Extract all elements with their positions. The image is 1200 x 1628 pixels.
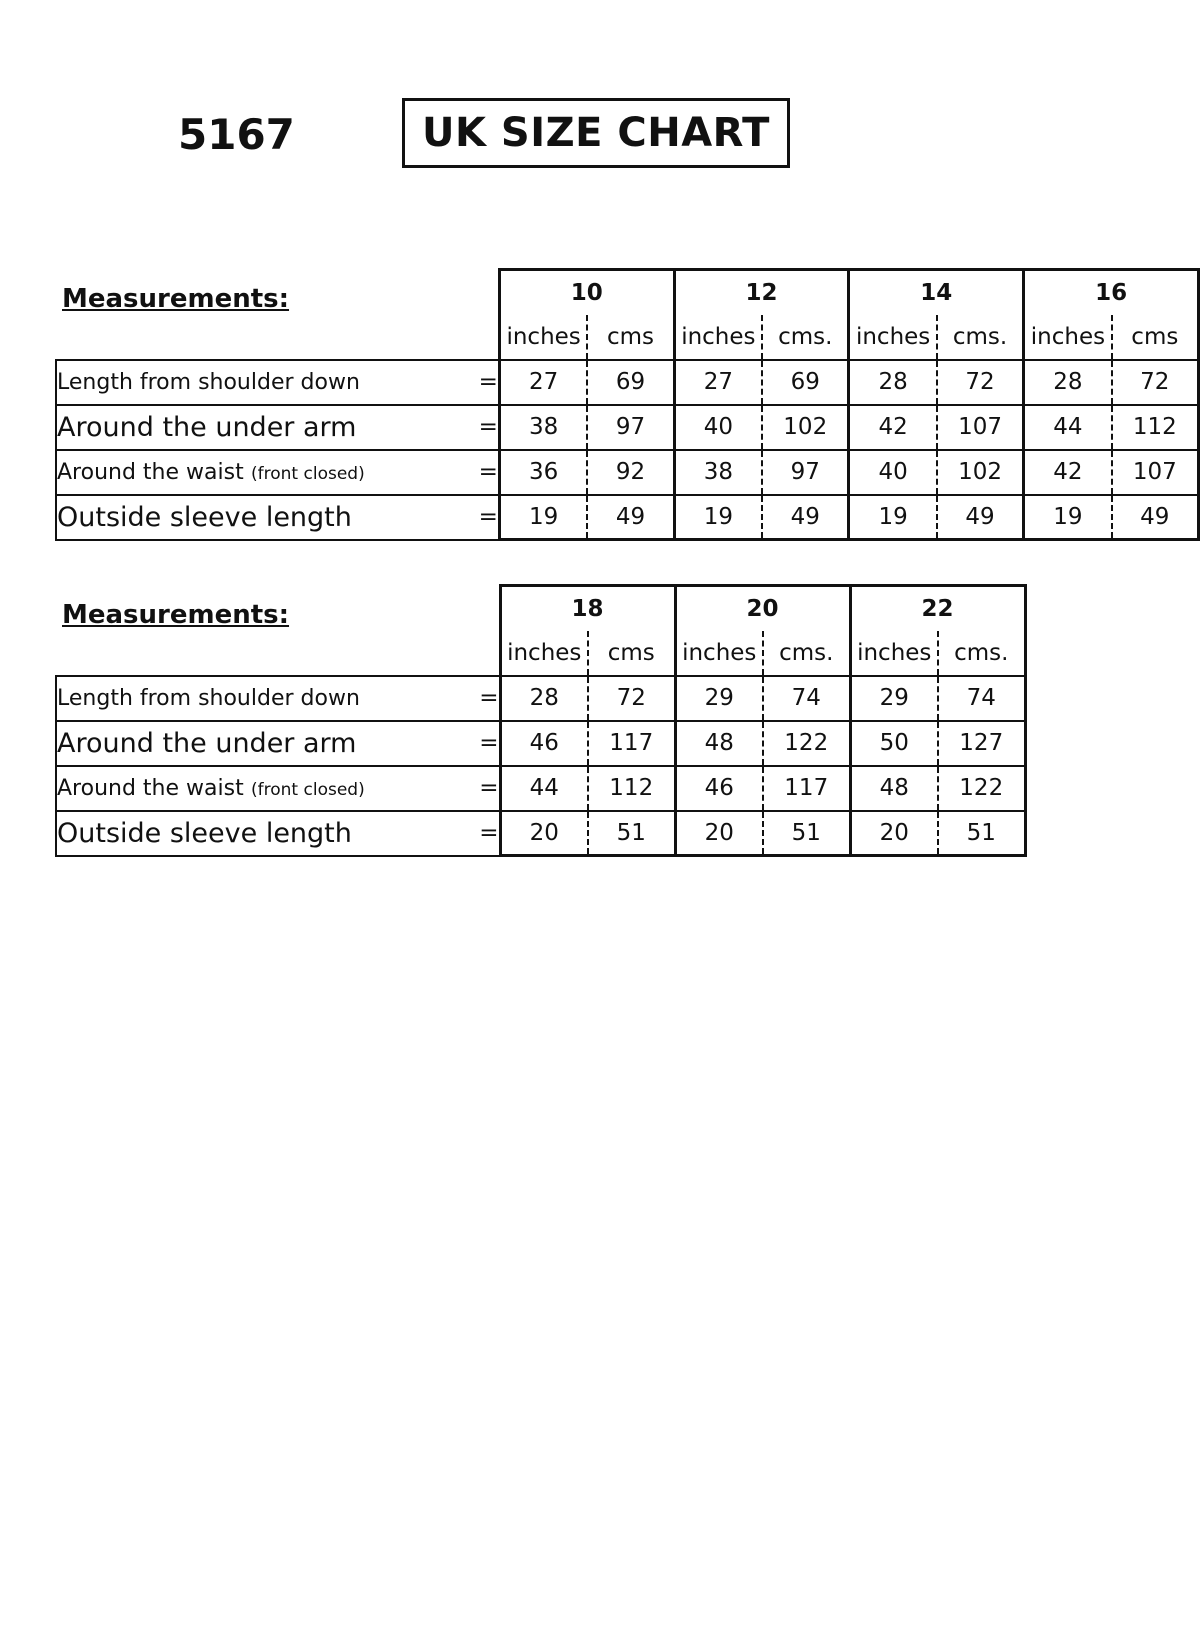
row-label-underarm xyxy=(56,405,440,450)
row-label-text: Outside sleeve length xyxy=(57,817,352,849)
unit-cms: cms. xyxy=(762,315,849,360)
size-heading: 14 xyxy=(849,270,1024,315)
value-cms: 72 xyxy=(1112,360,1199,405)
table-row-sleeve xyxy=(56,495,1199,540)
value-cms: 72 xyxy=(937,360,1024,405)
size-header-row xyxy=(56,586,1025,631)
row-label-text: Around the waist xyxy=(57,776,244,801)
table-row-underarm xyxy=(56,721,1025,766)
table-row-sleeve xyxy=(56,811,1025,856)
value-inches: 28 xyxy=(849,360,937,405)
value-inches: 38 xyxy=(674,450,762,495)
blank-cell xyxy=(440,315,500,360)
row-label-text: Length from shoulder down xyxy=(57,370,360,395)
row-label-text: Outside sleeve length xyxy=(57,501,352,533)
row-label-note: (front closed) xyxy=(251,780,365,800)
product-code: 5167 xyxy=(178,110,295,159)
value-cms: 122 xyxy=(938,766,1025,811)
blank-cell xyxy=(56,315,440,360)
blank-cell xyxy=(440,631,500,676)
value-inches: 29 xyxy=(675,676,763,721)
size-heading: 10 xyxy=(499,270,674,315)
blank-cell xyxy=(440,270,500,315)
value-inches: 42 xyxy=(1024,450,1112,495)
unit-cms: cms xyxy=(587,315,674,360)
row-label-text: Around the under arm xyxy=(57,411,357,443)
value-cms: 102 xyxy=(762,405,849,450)
equals-sign: = xyxy=(440,721,500,766)
value-cms: 72 xyxy=(588,676,675,721)
equals-sign: = xyxy=(440,811,500,856)
value-inches: 28 xyxy=(500,676,588,721)
unit-cms: cms. xyxy=(763,631,850,676)
value-inches: 40 xyxy=(849,450,937,495)
value-inches: 40 xyxy=(674,405,762,450)
value-cms: 92 xyxy=(587,450,674,495)
equals-sign: = xyxy=(440,360,500,405)
table-row-waist xyxy=(56,766,1025,811)
value-inches: 27 xyxy=(674,360,762,405)
value-inches: 36 xyxy=(499,450,587,495)
row-label-note: (front closed) xyxy=(251,464,365,484)
size-heading: 20 xyxy=(675,586,850,631)
value-cms: 112 xyxy=(1112,405,1199,450)
unit-header-row xyxy=(56,315,1199,360)
value-inches: 50 xyxy=(850,721,938,766)
unit-inches: inches xyxy=(675,631,763,676)
value-inches: 29 xyxy=(850,676,938,721)
blank-cell xyxy=(440,586,500,631)
size-table-2 xyxy=(55,584,1027,857)
equals-sign: = xyxy=(440,405,500,450)
value-inches: 27 xyxy=(499,360,587,405)
value-cms: 117 xyxy=(763,766,850,811)
blank-cell xyxy=(56,270,440,315)
table-row-waist xyxy=(56,450,1199,495)
unit-cms: cms. xyxy=(937,315,1024,360)
value-inches: 20 xyxy=(500,811,588,856)
size-heading: 18 xyxy=(500,586,675,631)
row-label-length xyxy=(56,360,440,405)
chart-title: UK SIZE CHART xyxy=(422,110,770,156)
measurements-label-1: Measurements: xyxy=(62,284,290,314)
size-heading: 22 xyxy=(850,586,1025,631)
value-cms: 107 xyxy=(937,405,1024,450)
value-inches: 28 xyxy=(1024,360,1112,405)
unit-cms: cms xyxy=(588,631,675,676)
unit-inches: inches xyxy=(1024,315,1112,360)
blank-cell xyxy=(56,631,440,676)
value-inches: 19 xyxy=(849,495,937,540)
table-row-length xyxy=(56,676,1025,721)
value-inches: 42 xyxy=(849,405,937,450)
value-inches: 38 xyxy=(499,405,587,450)
equals-sign: = xyxy=(440,495,500,540)
row-label-text: Around the waist xyxy=(57,460,244,485)
row-label-waist xyxy=(56,450,440,495)
value-cms: 127 xyxy=(938,721,1025,766)
unit-inches: inches xyxy=(850,631,938,676)
row-label-length xyxy=(56,676,440,721)
value-cms: 117 xyxy=(588,721,675,766)
row-label-text: Around the under arm xyxy=(57,727,357,759)
value-cms: 122 xyxy=(763,721,850,766)
value-cms: 51 xyxy=(588,811,675,856)
table-row-underarm xyxy=(56,405,1199,450)
value-cms: 49 xyxy=(762,495,849,540)
value-cms: 51 xyxy=(763,811,850,856)
value-cms: 74 xyxy=(938,676,1025,721)
equals-sign: = xyxy=(440,676,500,721)
equals-sign: = xyxy=(440,766,500,811)
value-inches: 44 xyxy=(500,766,588,811)
value-cms: 49 xyxy=(1112,495,1199,540)
value-cms: 49 xyxy=(587,495,674,540)
value-inches: 46 xyxy=(675,766,763,811)
value-cms: 51 xyxy=(938,811,1025,856)
measurements-label-2: Measurements: xyxy=(62,600,290,630)
row-label-underarm xyxy=(56,721,440,766)
value-cms: 97 xyxy=(587,405,674,450)
value-cms: 69 xyxy=(762,360,849,405)
value-inches: 19 xyxy=(674,495,762,540)
unit-header-row xyxy=(56,631,1025,676)
size-heading: 12 xyxy=(674,270,849,315)
value-inches: 46 xyxy=(500,721,588,766)
value-inches: 19 xyxy=(1024,495,1112,540)
value-cms: 69 xyxy=(587,360,674,405)
table-row-length xyxy=(56,360,1199,405)
value-inches: 48 xyxy=(675,721,763,766)
row-label-sleeve xyxy=(56,495,440,540)
unit-cms: cms xyxy=(1112,315,1199,360)
value-cms: 107 xyxy=(1112,450,1199,495)
chart-title-box xyxy=(402,98,790,168)
value-inches: 20 xyxy=(675,811,763,856)
size-heading: 16 xyxy=(1024,270,1199,315)
row-label-text: Length from shoulder down xyxy=(57,686,360,711)
value-cms: 102 xyxy=(937,450,1024,495)
size-table-1 xyxy=(55,268,1200,541)
value-cms: 112 xyxy=(588,766,675,811)
value-inches: 44 xyxy=(1024,405,1112,450)
value-inches: 48 xyxy=(850,766,938,811)
unit-inches: inches xyxy=(499,315,587,360)
equals-sign: = xyxy=(440,450,500,495)
blank-cell xyxy=(56,586,440,631)
value-inches: 20 xyxy=(850,811,938,856)
row-label-sleeve xyxy=(56,811,440,856)
unit-inches: inches xyxy=(674,315,762,360)
unit-inches: inches xyxy=(849,315,937,360)
row-label-waist xyxy=(56,766,440,811)
value-cms: 74 xyxy=(763,676,850,721)
unit-inches: inches xyxy=(500,631,588,676)
size-header-row xyxy=(56,270,1199,315)
unit-cms: cms. xyxy=(938,631,1025,676)
value-cms: 49 xyxy=(937,495,1024,540)
value-cms: 97 xyxy=(762,450,849,495)
value-inches: 19 xyxy=(499,495,587,540)
